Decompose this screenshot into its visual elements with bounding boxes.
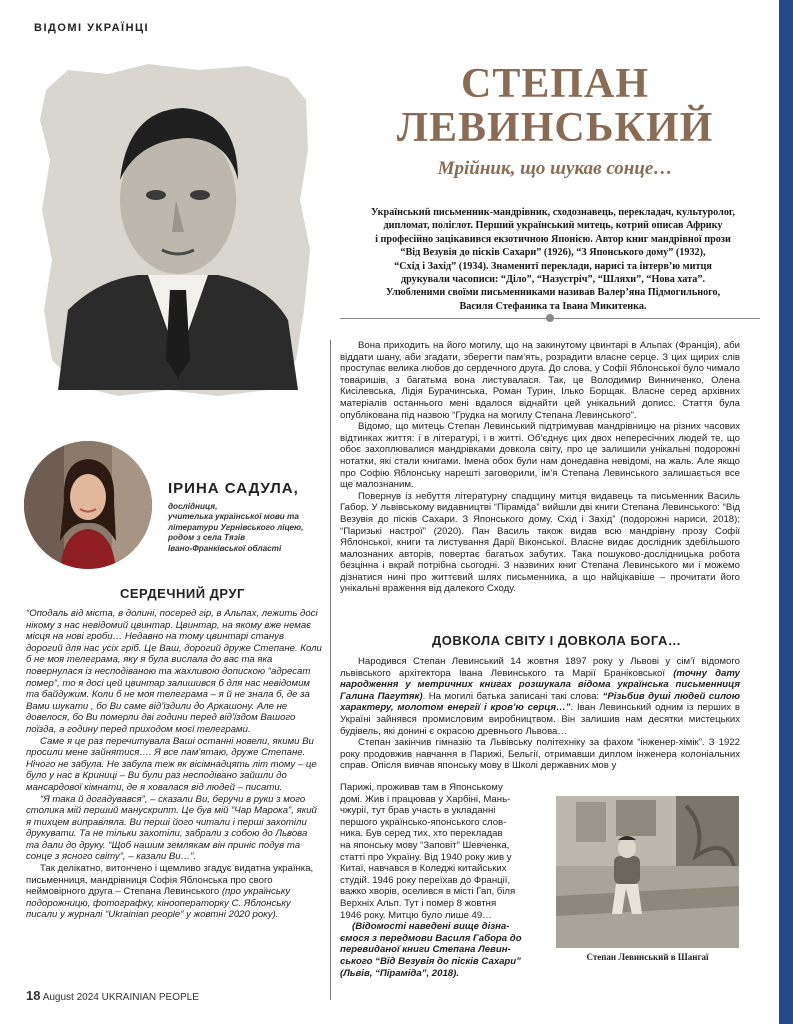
author-bio-line: дослідниця,: [168, 502, 218, 511]
paragraph: [340, 656, 740, 737]
paragraph: [26, 863, 322, 921]
text-line: Китаї, навчався в Коледжі китайських: [340, 863, 507, 875]
paragraph: Відомо, що митець Степан Левинський підтримував мандрівницю на різних часових відтинках життя: і в літературі, і в житті. Об’єднує цих двох непересічних людей те, що обоє захоплювалися мандрівками довкола світу, про це залишили унікальні подорожні нотатки, які стали книгами. Імена обох були нам донедавна невідомі, на жаль. Але якщо про Софію Яблонську нарешті заговорили, ім’я Степана Левинського залишається все ще малознаним.: [340, 421, 740, 491]
edge-accent-bar: [779, 0, 793, 1024]
paragraph-plain: Народився Степан Левинський 14 жовтня 1897 року у Львові у сім’ї відомого львівського архітектора Івана Левинського та Марії Браніковської: [340, 656, 740, 679]
author-name: ІРИНА САДУЛА,: [168, 480, 299, 497]
lead-line: Український письменник-мандрівник, сходознавець, перекладач, культуролог,: [371, 207, 735, 218]
lead-line: Василя Стефаника та Івана Микитенка.: [459, 300, 647, 312]
paragraph-plain: . На могилі батька записані такі слова:: [422, 690, 603, 702]
lead-line: “Схід і Захід” (1934). Знаменитї переклади, нарисі та інтерв’ю митця: [394, 260, 712, 272]
paragraph-plain: Так делікатно, витончено і щемливо згадує видатна українка, письменниця, мандрівниця Софія Яблонська про свого неймовірного друга – Степана Левинського: [26, 863, 314, 898]
author-bio-line: родом з села Тязів: [168, 533, 246, 543]
text-line: чжурії, тут брав участь в укладанні: [340, 805, 496, 817]
paragraph: Вона приходить на його могилу, що на закинутому цвинтарі в Альпах (Франція), аби віддати шану, аби згадати, зберегти пам’ять, розрадити власне серце. З цих щирих слів проступає велика любов до сердечного друга. До слова, у Софії Яблонської було чимало товаришів, з багатьма вона листувалася. Так, це Володимир Винниченко, Олена Кисілевська, Лідія Бурачинська, Роман Турин, Ілько Борщак. Власне серед архівних матеріалів останнього мені вдалося віднайти цей унікальний дописс. Стаття була опублікована під назвою “Грудка на могилу Степана Левинського”.: [340, 340, 740, 421]
page-footer: [26, 988, 199, 1003]
lead-line: і професійно зацікавився екзотичною Японією. Автор книг мандрівної прози: [375, 233, 731, 245]
article-title: [340, 62, 770, 150]
author-bio-line: Івано-Франківської області: [168, 543, 282, 553]
paragraph-italic: (про українську подорожницю, фотографку, кінооператорку С. Яблонську писали у журналі “Ukrainian people” у жовтні 2020 року).: [26, 886, 291, 921]
left-heading: СЕРДЕЧНИЙ ДРУГ: [120, 586, 245, 601]
lead-line: друкували часописи: “Діло”, “Назустріч”, “Шляхи”, “Нова хата”.: [400, 274, 706, 286]
title-line-2: ЛЕВИНСЬКИЙ: [396, 105, 714, 151]
right-heading: ДОВКОЛА СВІТУ І ДОВКОЛА БОГА…: [432, 633, 682, 648]
note-line: (Львів, “Піраміда”, 2018).: [340, 967, 459, 979]
note-line: ського “Від Везувія до пісків Сахари”: [340, 955, 521, 967]
paragraph-italic: “Різьбив душі людей силою характеру, молотом енергії і кров’ю серця…”: [340, 690, 740, 714]
text-line: Верхніх Альп. Тут і помер 8 жовтня: [340, 897, 497, 909]
photo-caption: Степан Левинський в Шангаї: [586, 952, 709, 962]
right-column-mid: [340, 656, 740, 772]
paragraph: “Я така й догадувався”, – сказали Ви, беручи в руки з мого столика мій перший манускрипт. Це був мій “Чар Марока”, який я тихцем виправляла. Ви перші його читали і перші захотіли друкувати. Та не тільки захотіли, забрали з собою до Львова та дали до друку. “Щоб нашим землякам він приніс подув та сонце з ясного світу”, – казали Ви…”.: [26, 793, 317, 863]
paragraph: Саме я це раз перечитувала Ваші останні новели, якими Ви просили мене зайнятися…. Я все пам’ятаю, друже Степане. Нічого не забула. Не забула теж як вісімнадцять літ тому – це було у нас в Криниці – Ви були раз несподівано зайшли до мансардової кімнати, де я ховалася від людей – писати.: [26, 735, 317, 793]
author-bio: [168, 502, 323, 554]
paragraph: Степан закінчив гімназію та Львівську політехніку за фахом “інженер-хімік”. З 1922 року продовжив навчання в Парижі, Бельгії, отримавши диплом інженера колоніальних справ. Опісля вивчав японську мову в Школі державних мов у: [340, 737, 740, 772]
paragraph-italic: (точну дату народження у метричних книгах розшукала відома українська письменниця Галина Пагутяк): [340, 667, 740, 702]
right-column-top: [340, 340, 740, 595]
text-line: Парижі, проживав там в Японському: [340, 782, 503, 793]
divider-ornament: [546, 314, 554, 322]
title-line-1: СТЕПАН: [460, 61, 650, 107]
author-bio-line: учителька української мови та: [168, 512, 299, 522]
shanghai-photo: [556, 796, 739, 948]
author-bio-line: літератури Угрнівського ліцею,: [168, 522, 304, 532]
note-line: ємося з передмови Василя Габора до: [340, 932, 522, 944]
paragraph: “Оподаль від міста, в долині, посеред гір, в Альпах, лежить досі нікому з нас невідомий цвинтар. Цвинтар, на якому вже немає місця на нові гроби… Недавно на тому цвинтарі станув дорогий для нас усіх гріб. Це Ваш, дорогий друже Степане. Коли б не моя телеграма, яку я була вислала до вас та яка повернулася із несподіваною та жахливою допискою “адресат помер”, то я досі цей цвинтар залишився б для нас невідомим та байдужим. Коли б не моя телеграма – я й не знала б, де за Вами шукати , бо Ви саме від’їздили до Аркашону. Але не довелося, бо Ви померли дві години перед від’їздом Вашого поїзда, а годину перед приходом моєї телеграми.: [26, 608, 322, 735]
text-line: статті про Україну. Від 1940 року жив у: [340, 851, 512, 863]
text-line: важко хворів, оселився в місті Гап, біля: [340, 886, 516, 898]
text-line: першого українсько-японського слов-: [340, 816, 507, 828]
text-line: на японську мову “Заповіт” Шевченка,: [340, 839, 510, 851]
text-line: домі. Жив і працював у Харбіні, Мань-: [340, 793, 511, 805]
page-number: 18: [26, 988, 41, 1003]
lead-line: дипломат, поліглот. Перший український митець, котрий описав Африку: [383, 220, 723, 232]
text-line: 1946 року. Митцю було лише 49…: [340, 909, 492, 921]
source-note: [340, 921, 548, 933]
note-line: (Відомості наведені вище дізна-: [352, 921, 510, 933]
paragraph-plain: . Іван Левинський одним із перших в Україні зайнявся промисловим виробництвом. Він залишив нам десятки мистецьких будівель, які донині є окрасою древнього Львова…: [340, 702, 740, 737]
text-line: студій. 1946 року переїхав до Франції,: [340, 874, 511, 886]
left-column-text: [26, 608, 322, 921]
paragraph: Повернув із небуття літературну спадщину митця видавець та письменник Василь Габор. У львівському видавництві “Піраміда” вийшли дві книги Степана Левинського: “Від Везувія до пісків Сахари. З Японського дому. Схід і Захід” (подорожні нариси, 2018); “Паризькі настрої” (2020). Пан Василь також видав всю мандрівну прозу Софії Яблонської, книги та листування Дарії Віконської. Власне видає дослідник здебільшого малознаних авторів, повертає багатьох забутих. Така пошуково-дослідницька робота безцінна і вкрай потрібна сьогодні. З назвиних книг Степана Левинського ми і можемо дізнатися нині про життєвий шлях письменника, а що найцікавіше – прочитати його унікальні враження від далекого Сходу.: [340, 490, 740, 595]
article-subtitle: Мрійник, що шукав сонце…: [437, 158, 673, 179]
issue-date: August 2024: [42, 992, 99, 1003]
text-line: ника. Був серед тих, хто перекладав: [340, 828, 503, 840]
section-label: ВІДОМІ УКРАЇНЦІ: [34, 22, 150, 34]
note-line: перевиданої книги Степана Левин-: [340, 944, 511, 956]
portrait-photo: [38, 60, 313, 400]
right-column-narrow: [340, 782, 548, 979]
author-photo: [24, 441, 152, 569]
magazine-name: UKRAINIAN PEOPLE: [101, 992, 199, 1003]
lead-line: “Від Везувія до пісків Сахари” (1926), “З Японського дому” (1932),: [400, 247, 706, 259]
article-lead: [330, 206, 776, 313]
lead-line: Улюбленими своїми письменниками називав Валер’яна Підмогильного,: [385, 287, 721, 299]
column-rule: [330, 340, 331, 1000]
